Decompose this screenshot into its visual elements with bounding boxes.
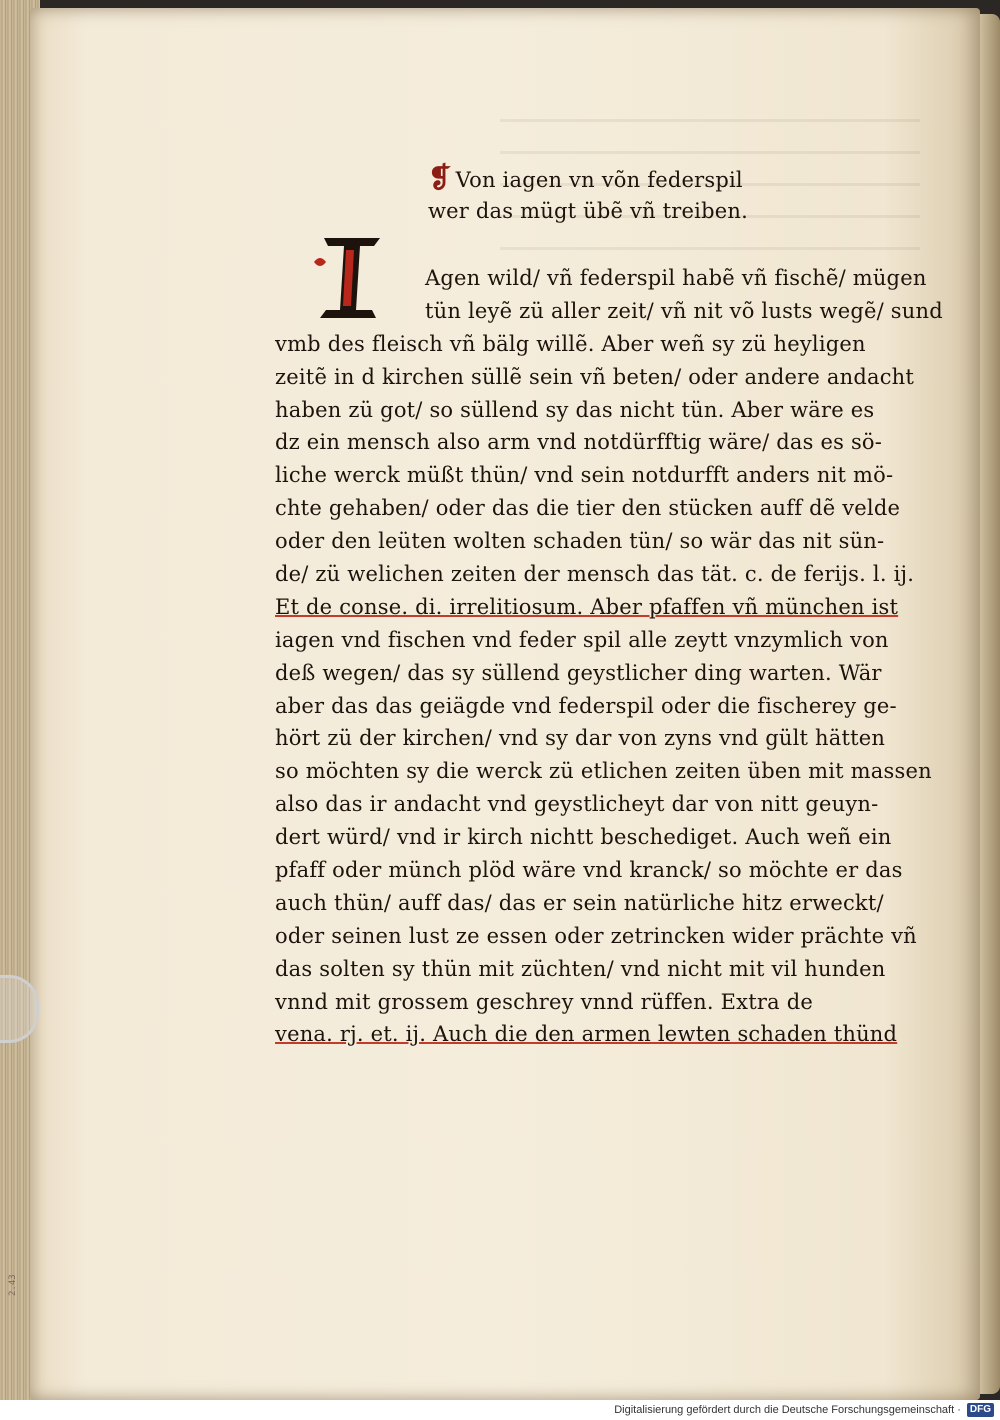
text-line: pfaff oder münch plöd wäre vnd kranck/ so möchte er das (275, 858, 903, 883)
text-line: haben zü got/ so süllend sy das nicht tün. Aber wäre es (275, 397, 875, 422)
heading-line-2: wer das mügt übẽ vñ treiben. (428, 198, 748, 223)
text-line-citation: vena. rj. et. ij. Auch die den armen lewten schaden thünd (275, 1022, 898, 1047)
text-line: so möchten sy die werck zü etlichen zeiten üben mit massen (275, 759, 932, 784)
text-line: Agen wild/ vñ federspil habẽ vñ fischẽ/ mügen (425, 266, 927, 290)
text-line: vmb des fleisch vñ bälg willẽ. Aber weñ sy zü heyligen (275, 331, 866, 356)
text-line: chte gehaben/ oder das die tier den stücken auff dẽ velde (275, 496, 901, 521)
text-line: tün leyẽ zü aller zeit/ vñ nit võ lusts wegẽ/ sund (425, 298, 943, 323)
text-line: aber das das geiägde vnd federspil oder die fischerey ge- (275, 693, 897, 718)
text-line: auch thün/ auff das/ das er sein natürliche hitz erweckt/ (275, 890, 884, 915)
heading-line-1: ❡ Von iagen vn võn federspil (428, 161, 743, 194)
text-line: deß wegen/ das sy süllend geystlicher ding warten. Wär (275, 660, 882, 685)
dfg-logo: DFG (967, 1403, 994, 1417)
text-line: de/ zü welichen zeiten der mensch das tät. c. de ferijs. l. ij. (275, 562, 915, 587)
body-text (275, 262, 943, 1051)
text-line: also das ir andacht vnd geystlicheyt dar von nitt geuyn- (275, 792, 879, 817)
text-line: oder den leüten wolten schaden tün/ so wär das nit sün- (275, 529, 885, 554)
text-line: oder seinen lust ze essen oder zetrincken wider prächte vñ (275, 923, 917, 948)
margin-mark: 2.43 (8, 1274, 18, 1296)
text-line-citation: Et de conse. di. irrelitiosum. Aber pfaffen vñ münchen ist (275, 594, 899, 619)
text-line: dz ein mensch also arm vnd notdürfftig wäre/ das es sö- (275, 430, 883, 455)
text-line: liche werck müßt thün/ vnd sein notdurfft anders nit mö- (275, 463, 894, 488)
text-line: vnnd mit grossem geschrey vnnd rüffen. Extra de (275, 989, 813, 1014)
footer-text: Digitalisierung gefördert durch die Deutsche Forschungsgemeinschaft · (614, 1404, 961, 1416)
text-line: dert würd/ vnd ir kirch nichtt beschediget. Auch weñ ein (275, 825, 892, 850)
text-line: das solten sy thün mit züchten/ vnd nicht mit vil hunden (275, 956, 886, 981)
heading-block (283, 162, 908, 228)
initial-letter-text: I (310, 232, 311, 233)
footer-bar (0, 1400, 1000, 1420)
text-line: zeitẽ in d kirchen süllẽ sein vñ beten/ oder andere andacht (275, 364, 915, 389)
pilcrow-icon: ❡ (428, 161, 452, 194)
decorated-initial-letter (310, 232, 392, 324)
text-line: hört zü der kirchen/ vnd sy dar von zyns vnd gült hätten (275, 726, 886, 751)
text-line: iagen vnd fischen vnd feder spil alle zeytt vnzymlich von (275, 627, 889, 652)
